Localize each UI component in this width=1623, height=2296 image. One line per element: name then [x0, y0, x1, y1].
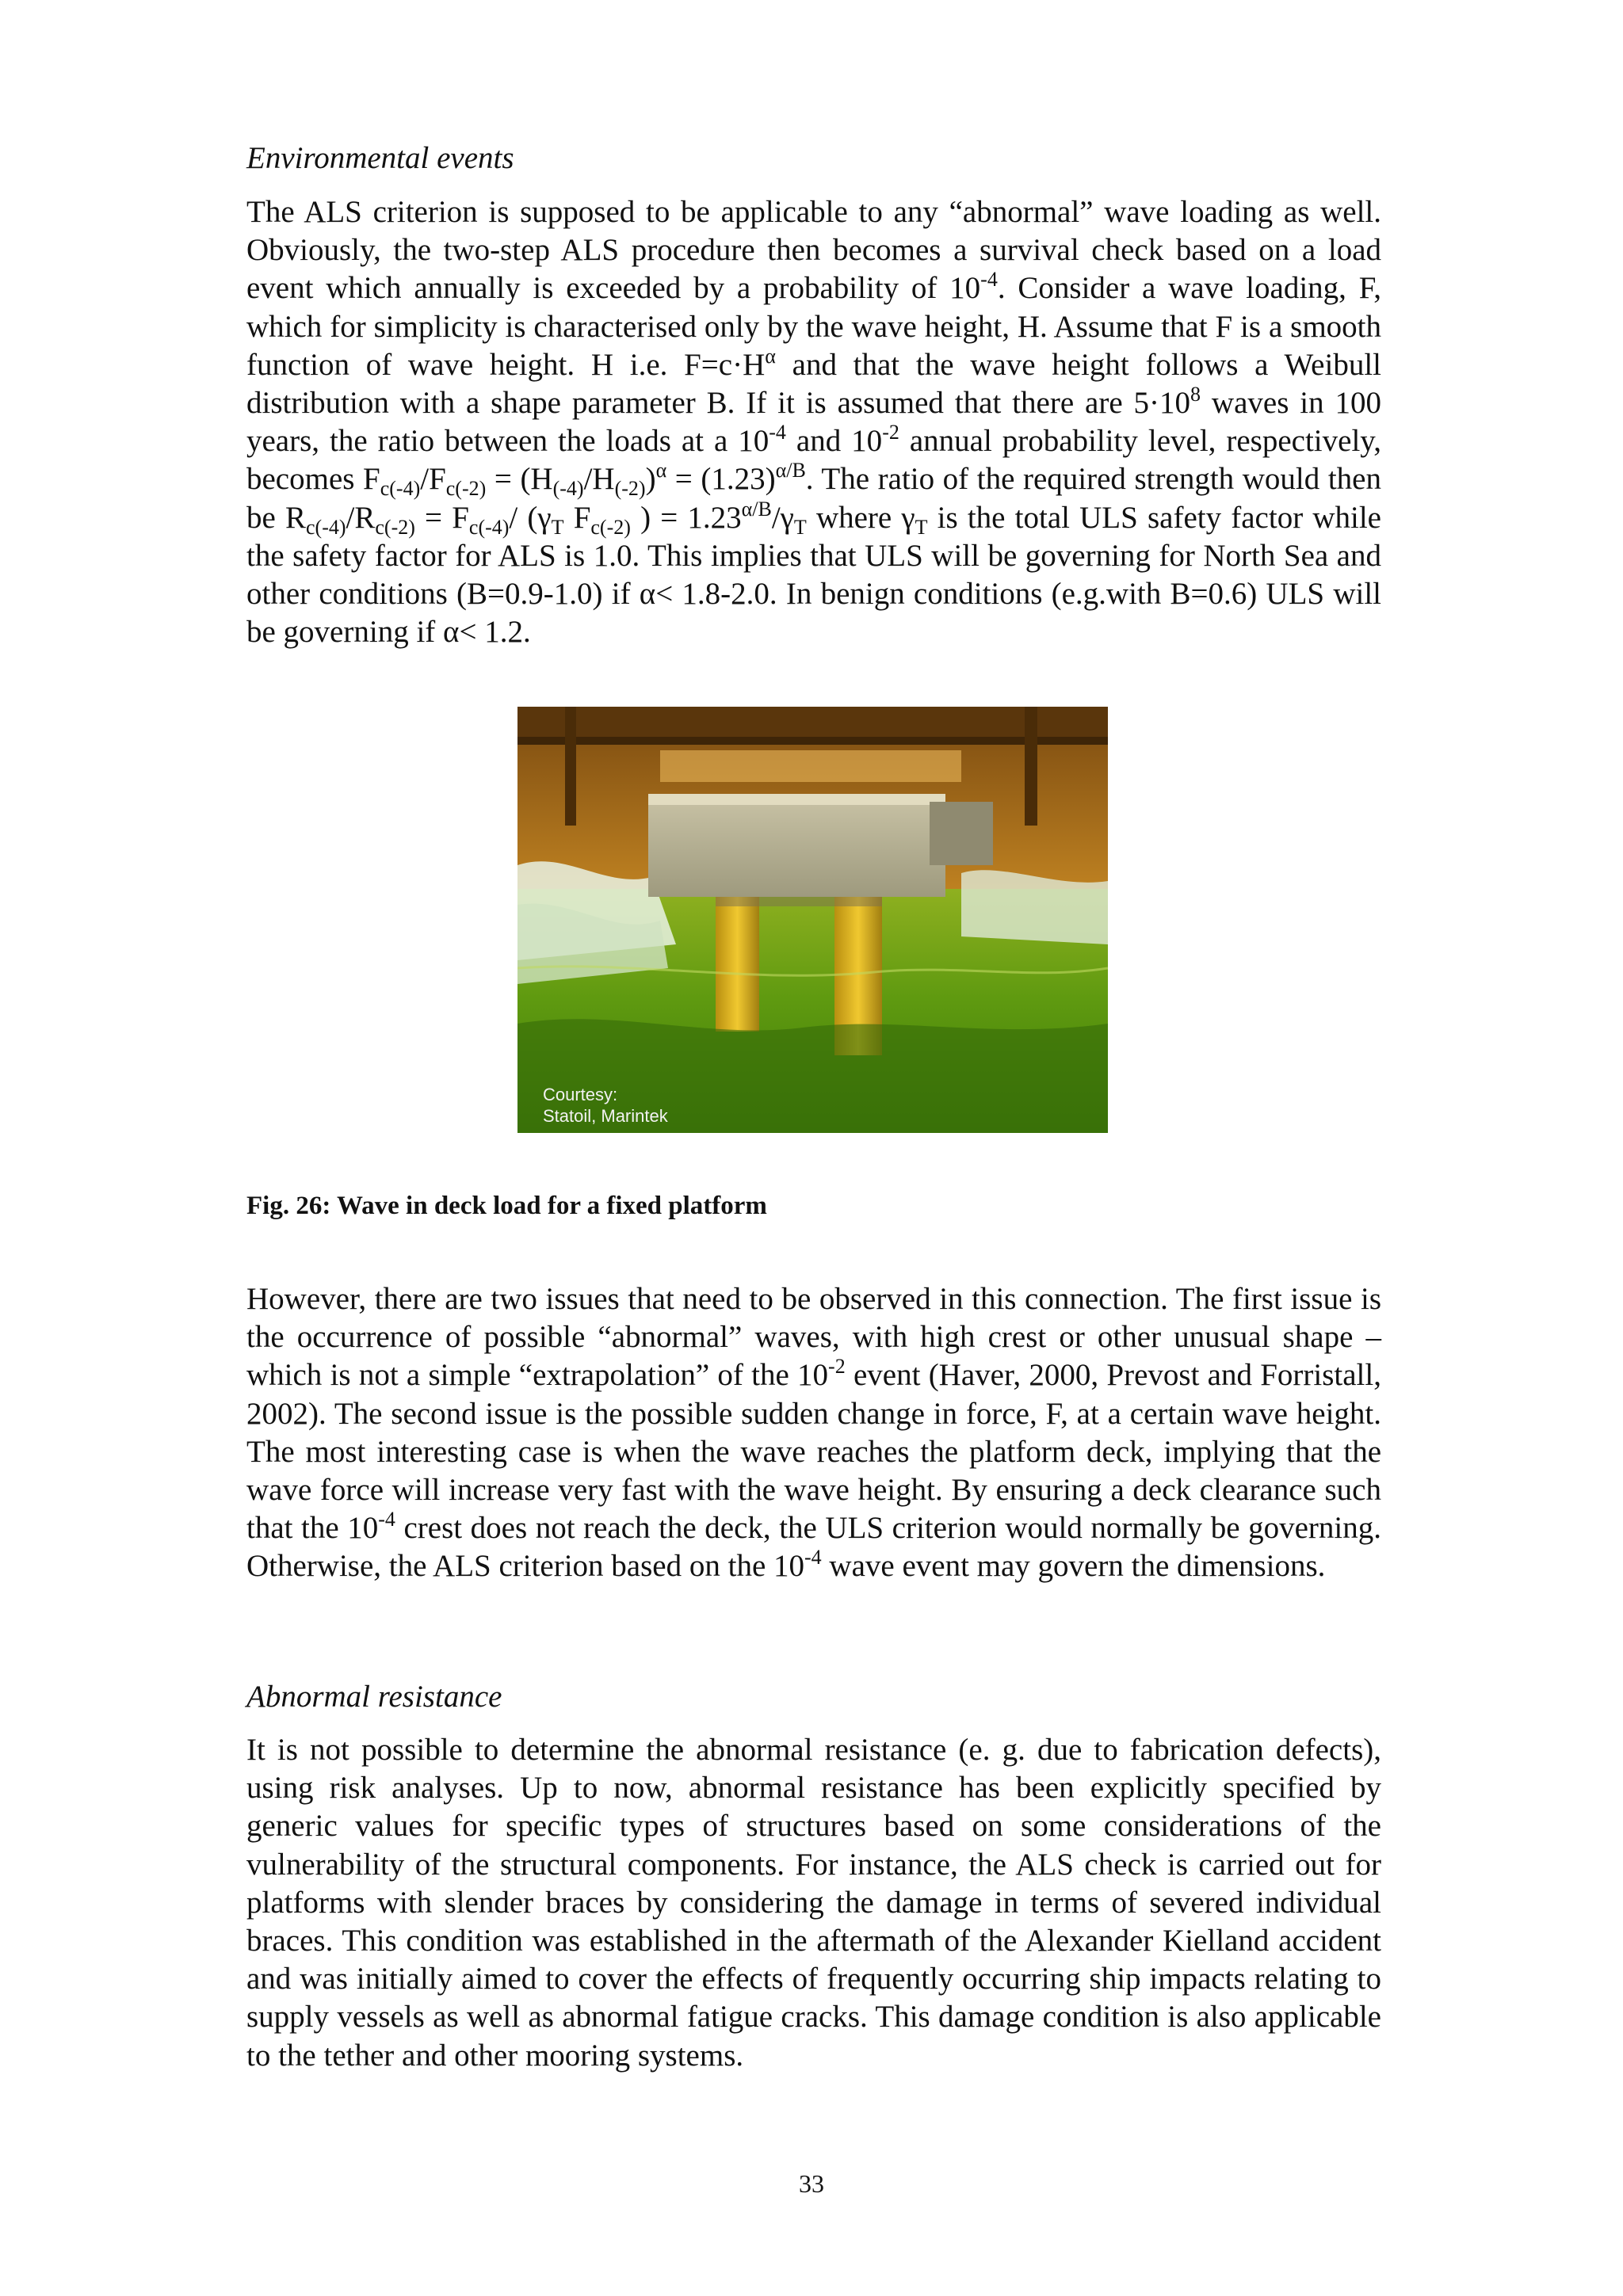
page-number: 33 — [799, 2169, 824, 2198]
courtesy-source: Statoil, Marintek — [543, 1106, 668, 1126]
heading-text: Environmental events — [246, 141, 514, 175]
wave-in-deck-photo — [517, 707, 1108, 1133]
section-heading-environmental — [246, 139, 1381, 177]
paragraph-text: However, there are two issues that need to be observed in this connection. The first issue is the occurrence of possible “abnormal” waves, with high crest or other unusual shape – which is not a simple “extrapolation” of the $10^{-2}$ event (Haver, 2000, Prevost and Forristall, 2002). The second issue is the possible sudden change in force, F, at a certain wave height. The most interesting case is when the wave reaches the platform deck, implying that the wave force will increase very fast with the wave height. By ensuring a deck clearance such that the $10^{-4}$ crest does not reach the deck, the ULS criterion would normally be governing. Otherwise, the ALS criterion based on the $10^{-4}$ wave event may govern the dimensions. — [246, 1282, 1381, 1584]
paragraph-text: The ALS criterion is supposed to be applicable to any “abnormal” wave loading as well. Obviously, the two-step ALS procedure then becomes a survival check based on a load event which annually is exceeded by a probability of $10^{-4}$. Consider a wave loading, F, which for simplicity is characterised only by the wave height, H. Assume that F is a smooth function of wave height. H i.e. $F=c\cdot H^\alpha$ and that the wave height follows a Weibull distribution with a shape parameter B. If it is assumed that there are $5\cdot 10^8$ waves in 100 years, the ratio between the loads at a $10^{-4}$ and $10^{-2}$ annual probability level, respectively, becomes $F_{c(-4)}/F_{c(-2)} = (H_{(-4)}/H_{(-2)})^\alpha = (1.23)^{\alpha/B}$. The ratio of the required strength would then be $R_{c(-4)}/R_{c(-2)} = F_{c(-4)}/$ ($\gamma_T$ $F_{c(-2)}$ ) = $1.23^{\alpha/B}/\gamma_T$ where $\gamma_T$ is the total ULS safety factor while the safety factor for ALS is 1.0. This implies that ULS will be governing for North Sea and other conditions (B=0.9-1.0) if α< 1.8-2.0. In benign conditions (e.g.with B=0.6) ULS will be governing if α< 1.2. — [246, 195, 1382, 650]
photo-courtesy — [543, 1084, 668, 1127]
paragraph-abnormal-resistance — [246, 1731, 1381, 2075]
paragraph-als-criterion — [246, 193, 1381, 651]
platform-wave-illustration — [517, 707, 1108, 1133]
paragraph-text: It is not possible to determine the abnormal resistance (e. g. due to fabrication defects), using risk analyses. Up to now, abnormal resistance has been explicitly specified by generic values for specific types of structures based on some considerations of the vulnerability of the structural components. For instance, the ALS check is carried out for platforms with slender braces by considering the damage in terms of severed individual braces. This condition was established in the aftermath of the Alexander Kielland accident and was initially aimed to cover the effects of frequently occurring ship impacts relating to supply vessels as well as abnormal fatigue cracks. This damage condition is also applicable to the tether and other mooring systems. — [246, 1733, 1381, 2073]
courtesy-label: Courtesy: — [543, 1085, 618, 1104]
section-heading-abnormal-resistance — [246, 1678, 1381, 1716]
figure-caption: Fig. 26: Wave in deck load for a fixed platform — [246, 1192, 767, 1220]
heading-text: Abnormal resistance — [246, 1680, 502, 1714]
paragraph-abnormal-waves — [246, 1280, 1381, 1586]
